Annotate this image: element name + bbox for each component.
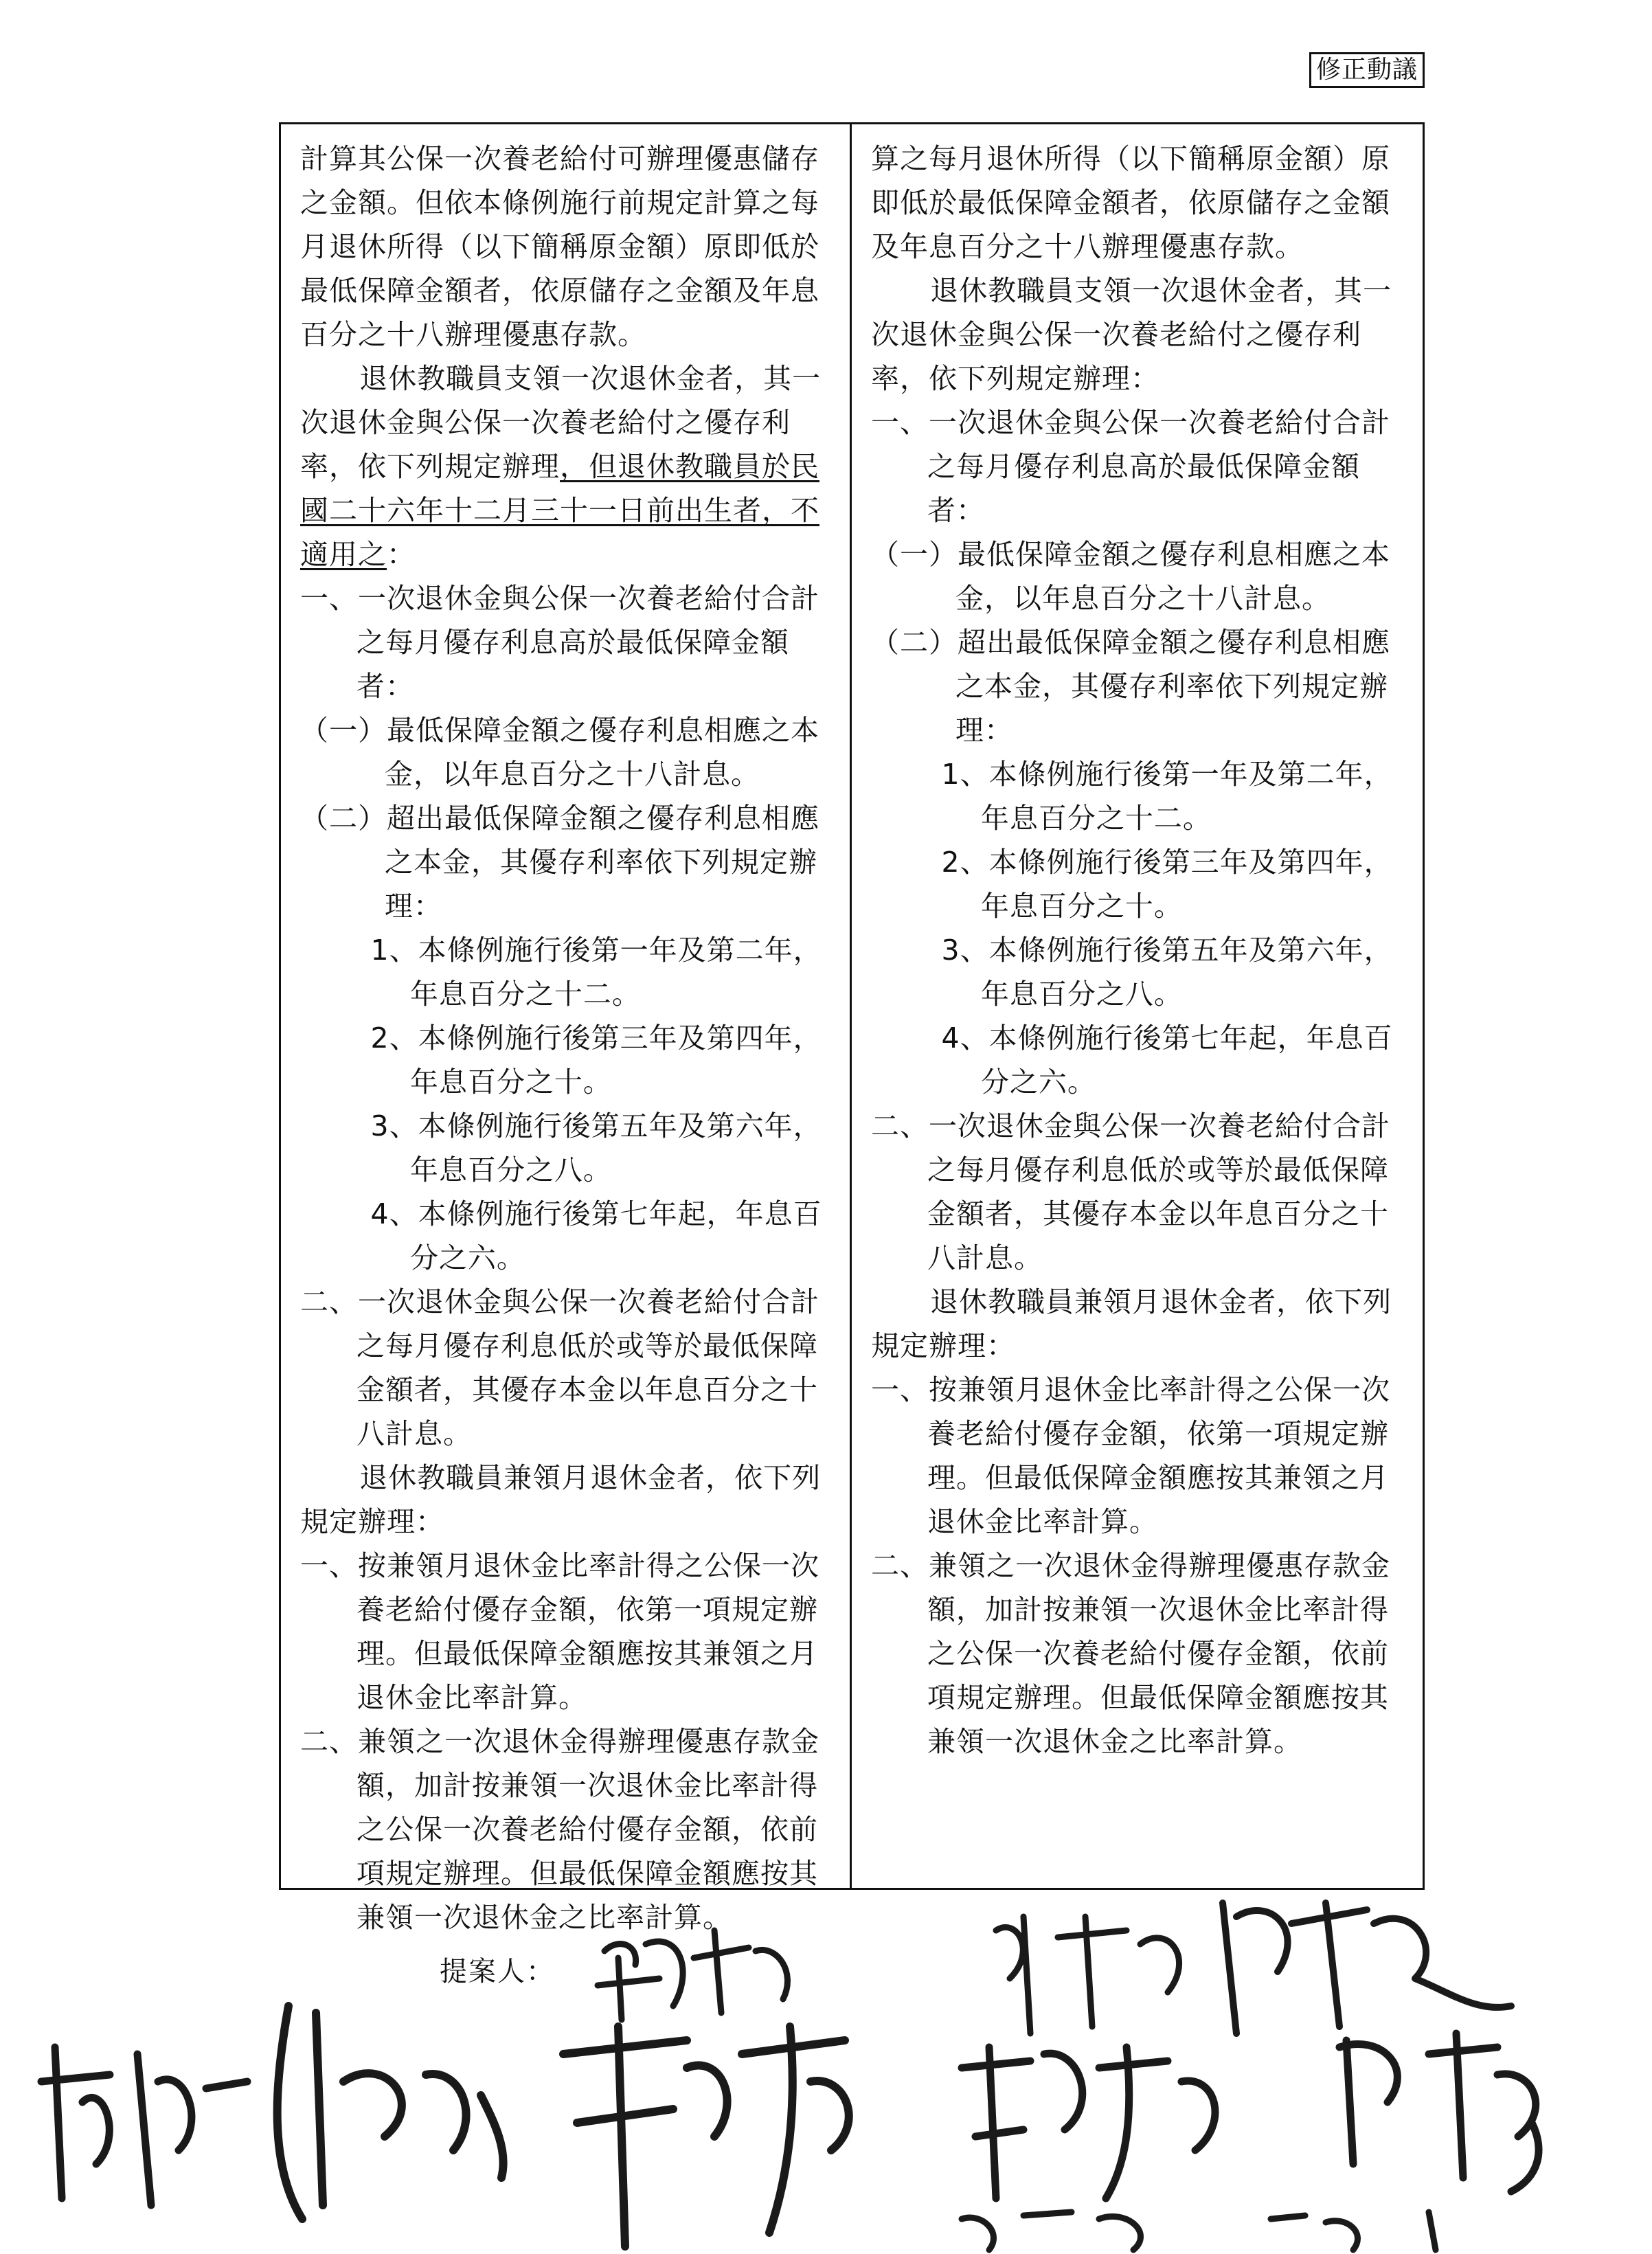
left-item-3: 一、按兼領月退休金比率計得之公保一次養老給付優存金額，依第一項規定辦理。但最低保障金額應按其兼領之月退休金比率計算。 — [300, 1549, 819, 1714]
right-subitem-1: （一）最低保障金額之優存利息相應之本金，以年息百分之十八計息。 — [871, 538, 1390, 615]
left-subitem-1: （一）最低保障金額之優存利息相應之本金，以年息百分之十八計息。 — [300, 714, 819, 791]
left-paragraph-1: 計算其公保一次養老給付可辦理優惠儲存之金額。但依本條例施行前規定計算之每月退休所得（以下簡稱原金額）原即低於最低保障金額者，依原儲存之金額及年息百分之十八辦理優惠存款。 — [300, 142, 819, 351]
comparison-table — [279, 122, 1425, 1934]
right-paragraph-1: 算之每月退休所得（以下簡稱原金額）原即低於最低保障金額者，依原儲存之金額及年息百分之十八辦理優惠存款。 — [871, 142, 1390, 263]
signature-1 — [598, 1930, 787, 2020]
proposer-label: 提案人： — [440, 1956, 555, 1987]
signature-3 — [1223, 1903, 1511, 2033]
left-subitem-2: （二）超出最低保障金額之優存利息相應之本金，其優存利率依下列規定辦理： — [300, 802, 819, 923]
right-item-1: 一、一次退休金與公保一次養老給付合計之每月優存利息高於最低保障金額者： — [871, 406, 1390, 527]
left-underlined-amendment: ，但退休教職員於民國二十六年十二月三十一日前出生者，不適用之 — [300, 450, 819, 571]
signature-4 — [41, 2047, 247, 2205]
signature-9 — [962, 2212, 1436, 2250]
signature-6 — [563, 2027, 849, 2246]
right-item-2: 二、一次退休金與公保一次養老給付合計之每月優存利息低於或等於最低保障金額者，其優存本金以年息百分之十八計息。 — [871, 1109, 1390, 1274]
left-numbered-1: 1、本條例施行後第一年及第二年，年息百分之十二。 — [370, 934, 822, 1011]
signature-8 — [1339, 2033, 1539, 2191]
right-paragraph-3: 退休教職員兼領月退休金者，依下列規定辦理： — [871, 1285, 1392, 1362]
left-numbered-2: 2、本條例施行後第三年及第四年，年息百分之十。 — [370, 1022, 822, 1098]
right-numbered-3: 3、本條例施行後第五年及第六年，年息百分之八。 — [941, 934, 1393, 1011]
right-item-4: 二、兼領之一次退休金得辦理優惠存款金額，加計按兼領一次退休金比率計得之公保一次養老給付優存金額，依前項規定辦理。但最低保障金額應按其兼領一次退休金之比率計算。 — [871, 1549, 1390, 1758]
left-item-4: 二、兼領之一次退休金得辦理優惠存款金額，加計按兼領一次退休金比率計得之公保一次養老給付優存金額，依前項規定辦理。但最低保障金額應按其兼領一次退休金之比率計算。 — [300, 1725, 819, 1934]
proposed-text-column — [281, 124, 852, 1934]
right-paragraph-2: 退休教職員支領一次退休金者，其一次退休金與公保一次養老給付之優存利率，依下列規定辦理： — [871, 274, 1392, 395]
amendment-motion-label: 修正動議 — [1309, 52, 1425, 88]
right-numbered-4: 4、本條例施行後第七年起，年息百分之六。 — [941, 1022, 1393, 1098]
right-numbered-1: 1、本條例施行後第一年及第二年，年息百分之十二。 — [941, 758, 1393, 835]
handwritten-signatures — [0, 1875, 1652, 2254]
signature-5 — [278, 2006, 503, 2219]
left-item-1: 一、一次退休金與公保一次養老給付合計之每月優存利息高於最低保障金額者： — [300, 582, 819, 703]
left-numbered-3: 3、本條例施行後第五年及第六年，年息百分之八。 — [370, 1109, 822, 1186]
left-numbered-4: 4、本條例施行後第七年起，年息百分之六。 — [370, 1197, 822, 1274]
left-paragraph-2: 退休教職員支領一次退休金者，其一次退休金與公保一次養老給付之優存利率，依下列規定辦理，但退休教職員於民國二十六年十二月三十一日前出生者，不適用之： — [300, 362, 822, 571]
right-subitem-2: （二）超出最低保障金額之優存利息相應之本金，其優存利率依下列規定辦理： — [871, 626, 1390, 747]
left-item-2: 二、一次退休金與公保一次養老給付合計之每月優存利息低於或等於最低保障金額者，其優存本金以年息百分之十八計息。 — [300, 1285, 819, 1450]
current-text-column — [852, 124, 1423, 1888]
signature-2 — [996, 1917, 1179, 2033]
left-paragraph-3: 退休教職員兼領月退休金者，依下列規定辦理： — [300, 1461, 822, 1538]
signature-7 — [962, 2047, 1215, 2198]
right-item-3: 一、按兼領月退休金比率計得之公保一次養老給付優存金額，依第一項規定辦理。但最低保障金額應按其兼領之月退休金比率計算。 — [871, 1373, 1390, 1538]
right-numbered-2: 2、本條例施行後第三年及第四年，年息百分之十。 — [941, 846, 1393, 923]
